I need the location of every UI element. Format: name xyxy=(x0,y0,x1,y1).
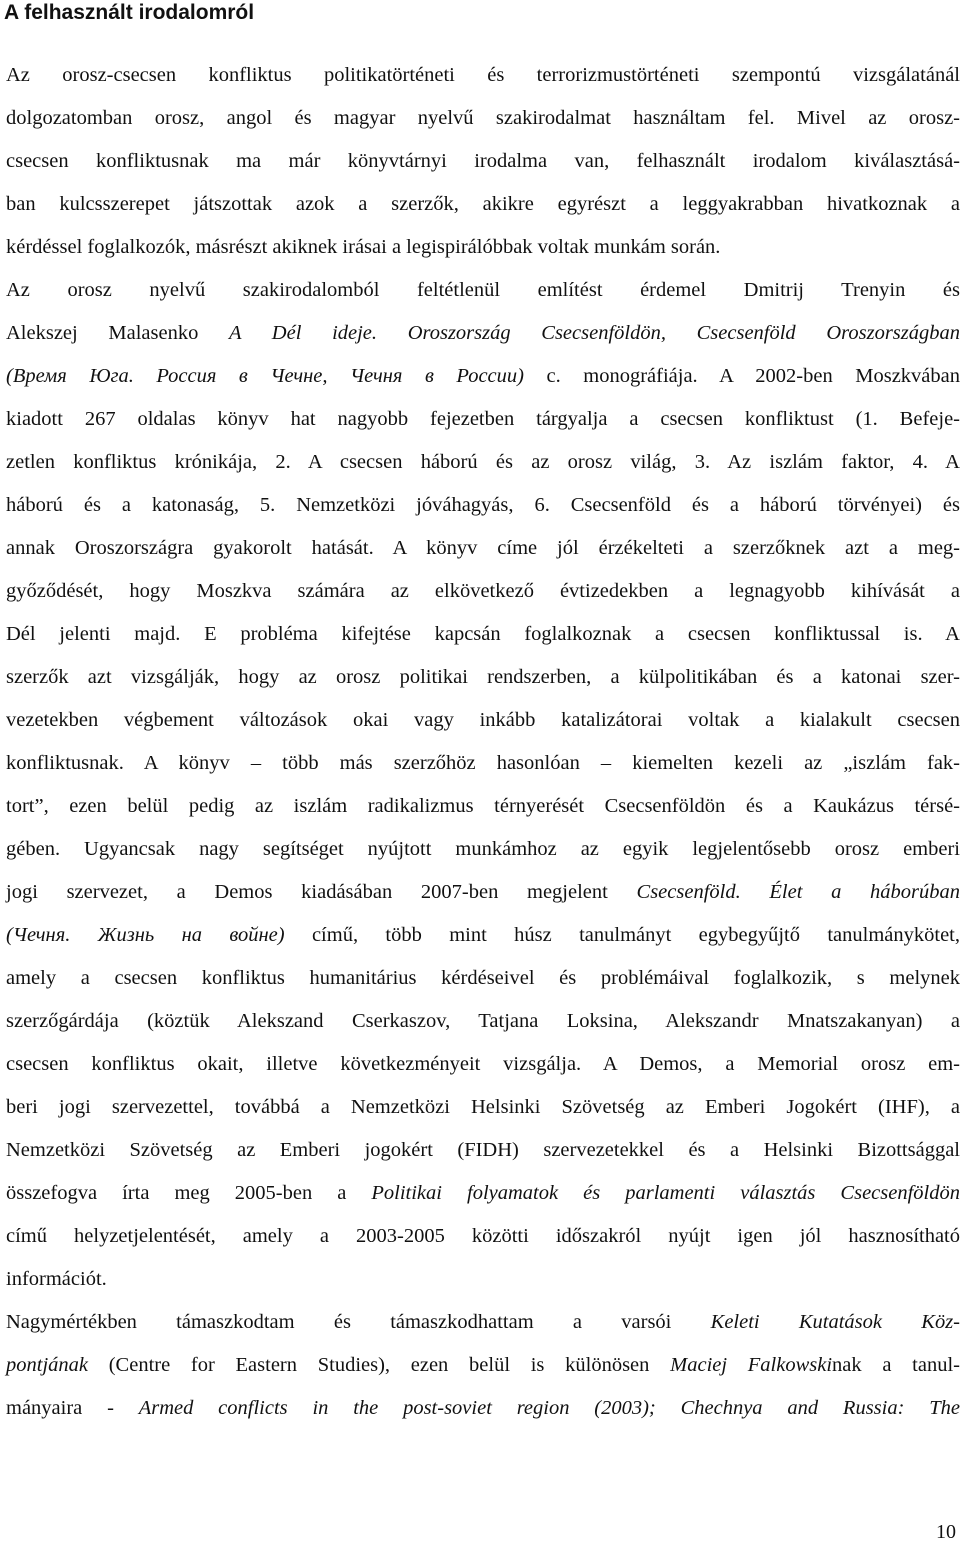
text-run: konfliktusnak. A könyv – több más szerzőhöz hasonlóan – kiemelten kezeli az „iszlám fak- xyxy=(6,752,960,774)
text-run: c. monográfiája. A 2002-ben Moszkvában xyxy=(523,365,960,387)
text-line xyxy=(6,355,960,398)
text-line xyxy=(6,1344,960,1387)
text-run: Alekszej Malasenko xyxy=(6,322,229,344)
text-run: című, több mint húsz tanulmányt egybegyűjtő tanulmánykötet, xyxy=(284,924,960,946)
text-line xyxy=(6,785,960,828)
text-line xyxy=(6,54,960,97)
text-run: összefogva írta meg 2005-ben a xyxy=(6,1182,372,1204)
text-run: Dél jelenti majd. E probléma kifejtése kapcsán foglalkoznak a csecsen konfliktussal is. A xyxy=(6,623,960,645)
text-run: mányaira - xyxy=(6,1397,139,1419)
text-run: csecsen konfliktus okait, illetve következményeit vizsgálja. A Demos, a Memorial orosz em- xyxy=(6,1053,960,1075)
text-line xyxy=(6,1258,960,1301)
text-run: amely a csecsen konfliktus humanitárius kérdéseivel és problémáival foglalkozik, s melynek xyxy=(6,967,960,989)
text-run: szerzőgárdája (köztük Alekszand Cserkaszov, Tatjana Loksina, Alekszandr Mnatszakanyan) a xyxy=(6,1010,960,1032)
text-line xyxy=(6,140,960,183)
italic-text: Armed conflicts in the post-soviet region (2003); Chechnya and Russia: The xyxy=(138,1397,960,1419)
text-run: csecsen konfliktusnak ma már könyvtárnyi irodalma van, felhasznált irodalom kiválasztásá- xyxy=(6,150,960,172)
text-line xyxy=(6,226,960,269)
text-run: háború és a katonaság, 5. Nemzetközi jóváhagyás, 6. Csecsenföld és a háború törvényei) és xyxy=(6,494,960,516)
text-run: zetlen konfliktus krónikája, 2. A csecsen háború és az orosz világ, 3. Az iszlám faktor, 4. A xyxy=(6,451,960,473)
text-line xyxy=(6,441,960,484)
text-line xyxy=(6,1172,960,1215)
text-line xyxy=(6,699,960,742)
text-run: Nemzetközi Szövetség az Emberi jogokért (FIDH) szervezetekkel és a Helsinki Bizottsággal xyxy=(6,1139,960,1161)
text-line xyxy=(6,269,960,312)
text-run: Az orosz nyelvű szakirodalomból feltétlenül említést érdemel Dmitrij Trenyin és xyxy=(6,279,960,301)
italic-text: Maciej Falkowski xyxy=(670,1354,833,1376)
text-line xyxy=(6,957,960,1000)
text-line xyxy=(6,312,960,355)
text-run: információt. xyxy=(6,1268,107,1290)
text-line xyxy=(6,1129,960,1172)
text-run: című helyzetjelentését, amely a 2003-2005 közötti időszakról nyújt igen jól hasznosítható xyxy=(6,1225,960,1247)
text-run: Nagymértékben támaszkodtam és támaszkodhattam a varsói xyxy=(6,1311,711,1333)
text-run: tort”, ezen belül pedig az iszlám radikalizmus térnyerését Csecsenföldön és a Kaukázus térsé- xyxy=(6,795,960,817)
italic-text: A Dél ideje. Oroszország Csecsenföldön, Csecsenföld Oroszországban xyxy=(229,322,960,344)
text-run: győződését, hogy Moszkva számára az elkövetkező évtizedekben a legnagyobb kihívását a xyxy=(6,580,960,602)
text-line xyxy=(6,97,960,140)
text-run: nak a tanul- xyxy=(832,1354,960,1376)
italic-text: Keleti Kutatások Köz- xyxy=(710,1311,960,1333)
text-line xyxy=(6,527,960,570)
italic-text: Csecsenföld. Élet a háborúban xyxy=(636,881,960,903)
text-line xyxy=(6,1387,960,1430)
text-line xyxy=(6,742,960,785)
text-line xyxy=(6,1215,960,1258)
text-line xyxy=(6,398,960,441)
italic-text: (Чечня. Жизнь на войне) xyxy=(6,924,285,946)
text-run: vezetekben végbement változások okai vagy inkább katalizátorai voltak a kialakult csecsen xyxy=(6,709,960,731)
text-line xyxy=(6,183,960,226)
text-line xyxy=(6,613,960,656)
italic-text: pontjának xyxy=(6,1354,88,1376)
text-run: szerzők azt vizsgálják, hogy az orosz politikai rendszerben, a külpolitikában és a katonai szer- xyxy=(6,666,960,688)
text-run: kiadott 267 oldalas könyv hat nagyobb fejezetben tárgyalja a csecsen konfliktust (1. Befeje- xyxy=(6,408,960,430)
text-run: beri jogi szervezettel, továbbá a Nemzetközi Helsinki Szövetség az Emberi Jogokért (IHF), a xyxy=(6,1096,960,1118)
text-line xyxy=(6,656,960,699)
section-heading: A felhasznált irodalomról xyxy=(4,1,255,24)
text-line xyxy=(6,914,960,957)
text-line xyxy=(6,570,960,613)
text-run: (Centre for Eastern Studies), ezen belül is különösen xyxy=(88,1354,671,1376)
text-run: jogi szervezet, a Demos kiadásában 2007-ben megjelent xyxy=(6,881,637,903)
text-run: kérdéssel foglalkozók, másrészt akiknek irásai a legispirálóbbak voltak munkám során. xyxy=(6,236,721,258)
text-line xyxy=(6,484,960,527)
text-line xyxy=(6,1301,960,1344)
text-run: annak Oroszországra gyakorolt hatását. A könyv címe jól érzékelteti a szerzőknek azt a meg- xyxy=(6,537,960,559)
page-number: 10 xyxy=(936,1521,956,1543)
text-line xyxy=(6,871,960,914)
text-run: ban kulcsszerepet játszottak azok a szerzők, akikre egyrészt a leggyakrabban hivatkoznak a xyxy=(6,193,960,215)
text-line xyxy=(6,1043,960,1086)
italic-text: Politikai folyamatok és parlamenti választás Csecsenföldön xyxy=(371,1182,960,1204)
text-run: Az orosz-csecsen konfliktus politikatörténeti és terrorizmustörténeti szempontú vizsgálatánál xyxy=(6,64,960,86)
italic-text: (Время Юга. Россия в Чечне, Чечня в России) xyxy=(6,365,524,387)
text-run: dolgozatomban orosz, angol és magyar nyelvű szakirodalmat használtam fel. Mivel az orosz- xyxy=(6,107,960,129)
text-line xyxy=(6,828,960,871)
text-line xyxy=(6,1000,960,1043)
text-line xyxy=(6,1086,960,1129)
text-run: gében. Ugyancsak nagy segítséget nyújtott munkámhoz az egyik legjelentősebb orosz emberi xyxy=(6,838,960,860)
